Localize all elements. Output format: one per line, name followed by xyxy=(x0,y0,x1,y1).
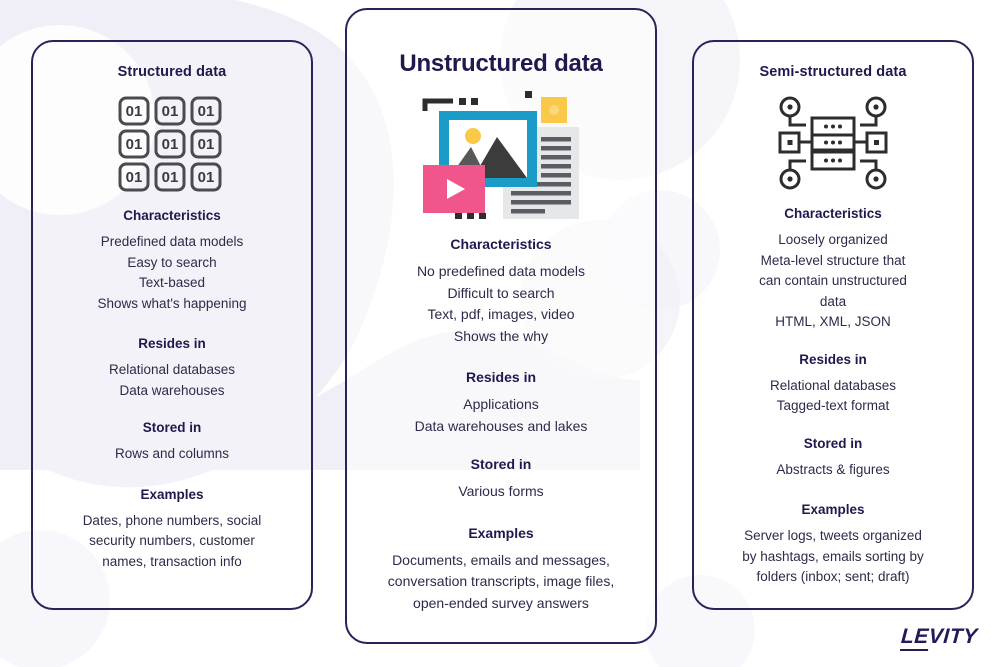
section-resides-in xyxy=(49,336,295,401)
svg-text:01: 01 xyxy=(197,169,215,186)
section-line: security numbers, customer xyxy=(89,533,255,548)
section-line: HTML, XML, JSON xyxy=(775,314,891,329)
card-unstructured-data xyxy=(345,8,657,644)
section-line: Text, pdf, images, video xyxy=(427,306,575,322)
section-line: Relational databases xyxy=(769,377,897,393)
section-line: Various forms xyxy=(458,483,544,499)
logo-rest: VITY xyxy=(928,625,979,648)
section-heading: Stored in xyxy=(470,456,532,472)
card-structured-data xyxy=(31,40,313,610)
section-heading: Examples xyxy=(140,486,204,502)
card-semi-structured-data xyxy=(692,40,974,610)
section-heading: Resides in xyxy=(138,336,206,351)
section-heading: Resides in xyxy=(799,351,867,367)
svg-text:01: 01 xyxy=(125,169,143,186)
section-line: Tagged-text format xyxy=(776,398,890,413)
svg-text:01: 01 xyxy=(125,136,143,153)
section-line: names, transaction info xyxy=(102,553,242,569)
section-line: Meta-level structure that xyxy=(760,252,906,268)
section-line: Data warehouses xyxy=(119,382,225,398)
section-line: Difficult to search xyxy=(447,284,555,301)
section-line: No predefined data models xyxy=(416,263,586,279)
section-line: Loosely organized xyxy=(778,232,888,247)
section-line: Applications xyxy=(463,396,539,412)
section-heading: Characteristics xyxy=(123,208,221,223)
section-line: Easy to search xyxy=(127,254,217,270)
svg-text:01: 01 xyxy=(161,103,179,120)
svg-text:01: 01 xyxy=(161,169,179,186)
section-line: Abstracts & figures xyxy=(776,461,890,477)
section-line: Dates, phone numbers, social xyxy=(82,512,262,528)
card-title-unstructured: Unstructured data xyxy=(399,50,603,77)
section-heading: Stored in xyxy=(142,420,202,435)
section-examples xyxy=(365,525,637,615)
section-line: folders (inbox; sent; draft) xyxy=(756,569,910,584)
section-examples xyxy=(49,487,295,573)
section-line: data xyxy=(819,293,847,309)
section-examples xyxy=(710,502,956,588)
section-line: Rows and columns xyxy=(114,446,230,461)
section-stored-in xyxy=(49,420,295,465)
section-line: by hashtags, emails sorting by xyxy=(742,548,924,564)
section-line: Relational databases xyxy=(108,362,236,377)
section-line: Shows what's happening xyxy=(97,295,247,311)
logo-underlined-part: LE xyxy=(900,625,930,651)
section-resides-in xyxy=(365,369,637,437)
section-line: Data warehouses and lakes xyxy=(414,417,588,434)
section-line: Predefined data models xyxy=(100,234,244,249)
section-line: Documents, emails and messages, xyxy=(392,551,610,568)
section-line: Shows the why xyxy=(453,327,549,344)
section-line: Server logs, tweets organized xyxy=(744,528,922,543)
section-resides-in xyxy=(710,352,956,417)
section-line: can contain unstructured xyxy=(759,273,907,288)
section-heading: Stored in xyxy=(803,435,863,451)
binary-grid-icon xyxy=(49,94,295,194)
section-heading: Examples xyxy=(801,502,865,517)
section-heading: Characteristics xyxy=(784,206,882,221)
section-characteristics xyxy=(365,236,637,347)
card-title-structured: Structured data xyxy=(117,64,227,80)
levity-logo[interactable] xyxy=(901,625,979,649)
svg-text:01: 01 xyxy=(197,136,215,153)
section-heading: Resides in xyxy=(465,369,537,385)
section-line: conversation transcripts, image files, xyxy=(387,573,615,589)
section-heading: Examples xyxy=(468,524,534,541)
svg-text:01: 01 xyxy=(125,103,143,120)
section-line: Text-based xyxy=(138,275,206,290)
section-characteristics xyxy=(710,206,956,333)
section-characteristics xyxy=(49,208,295,314)
svg-text:01: 01 xyxy=(161,136,179,153)
card-title-semi-structured: Semi-structured data xyxy=(759,64,907,80)
media-documents-icon xyxy=(365,90,637,218)
section-line: open-ended survey answers xyxy=(413,594,589,611)
video-tile-shape xyxy=(423,165,485,213)
network-nodes-icon xyxy=(710,94,956,192)
section-heading: Characteristics xyxy=(450,236,552,252)
section-stored-in xyxy=(710,436,956,481)
svg-text:01: 01 xyxy=(197,103,215,120)
section-stored-in xyxy=(365,456,637,503)
